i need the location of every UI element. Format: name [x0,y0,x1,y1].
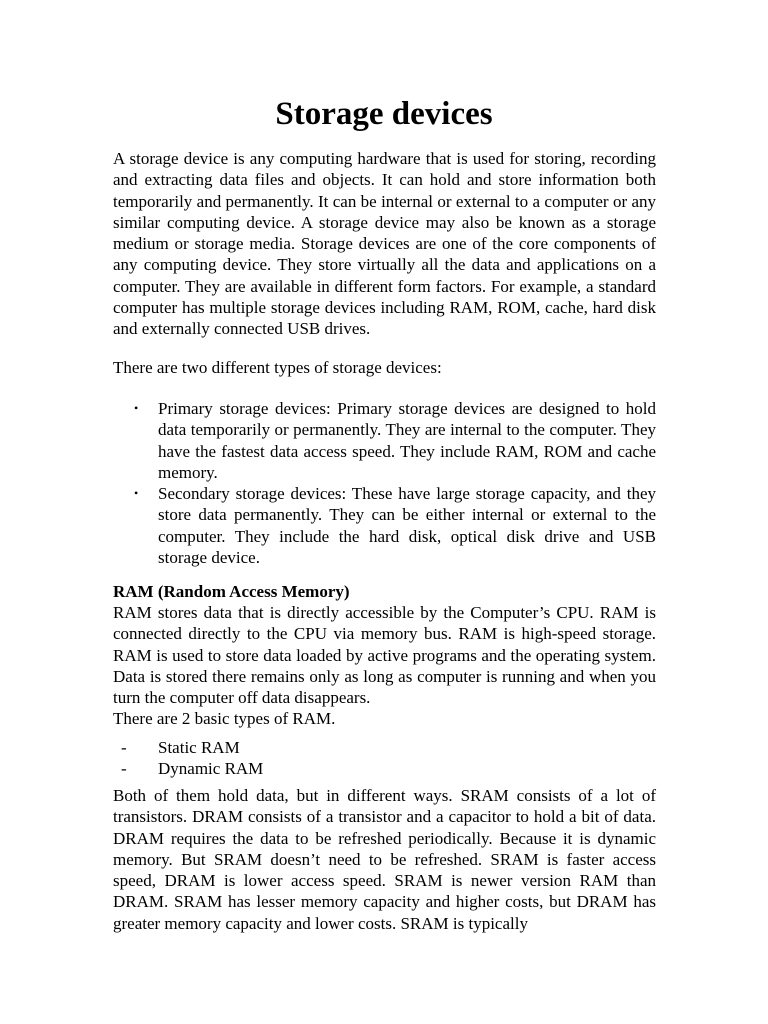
list-item-text: Primary storage devices: Primary storage devices are designed to hold data temporarily or permanently. They are internal to the computer. They have the fastest data access speed. They include RAM, ROM and cache memory. [158,399,656,482]
ram-paragraph: RAM stores data that is directly accessible by the Computer’s CPU. RAM is connected directly to the CPU via memory bus. RAM is high-speed storage. RAM is used to store data loaded by active programs and the operating system. Data is stored there remains only as long as computer is running and when you turn the computer off data disappears. [113,603,656,707]
dash-marker: - [121,759,127,779]
list-item [113,398,656,483]
storage-types-list [113,398,656,568]
list-item [113,758,656,779]
bullet-icon: • [134,401,139,415]
list-item [113,737,656,758]
ram-heading: RAM (Random Access Memory) [113,582,350,601]
list-item [113,483,656,568]
list-item-text: Static RAM [158,738,240,757]
ram-types-list [113,737,656,780]
ram-types-intro: There are 2 basic types of RAM. [113,709,336,728]
list-item-text: Secondary storage devices: These have large storage capacity, and they store data permanently. They can be either internal or external to the computer. They include the hard disk, optical disk drive and USB storage device. [158,484,656,567]
comparison-paragraph: Both of them hold data, but in different ways. SRAM consists of a lot of transistors. DRAM consists of a transistor and a capacitor to hold a bit of data. DRAM requires the data to be refreshed periodically. Because it is dynamic memory. But SRAM doesn’t need to be refreshed. SRAM is faster access speed, DRAM is lower access speed. SRAM is newer version RAM than DRAM. SRAM has lesser memory capacity and higher costs, but DRAM has greater memory capacity and lower costs. SRAM is typically [113,786,656,933]
list-item-text: Dynamic RAM [158,759,264,779]
page-title: Storage devices [275,96,493,132]
intro-paragraph: A storage device is any computing hardware that is used for storing, recording and extracting data files and objects. It can hold and store information both temporarily and permanently. It can be internal or external to a computer or any similar computing device. A storage device may also be known as a storage medium or storage media. Storage devices are one of the core components of any computing device. They store virtually all the data and applications on a computer. They are available in different form factors. For example, a standard computer has multiple storage devices including RAM, ROM, cache, hard disk and externally connected USB drives. [113,149,656,338]
dash-marker: - [121,738,127,757]
bullet-icon: • [134,486,139,500]
types-intro: There are two different types of storage devices: [113,358,442,377]
